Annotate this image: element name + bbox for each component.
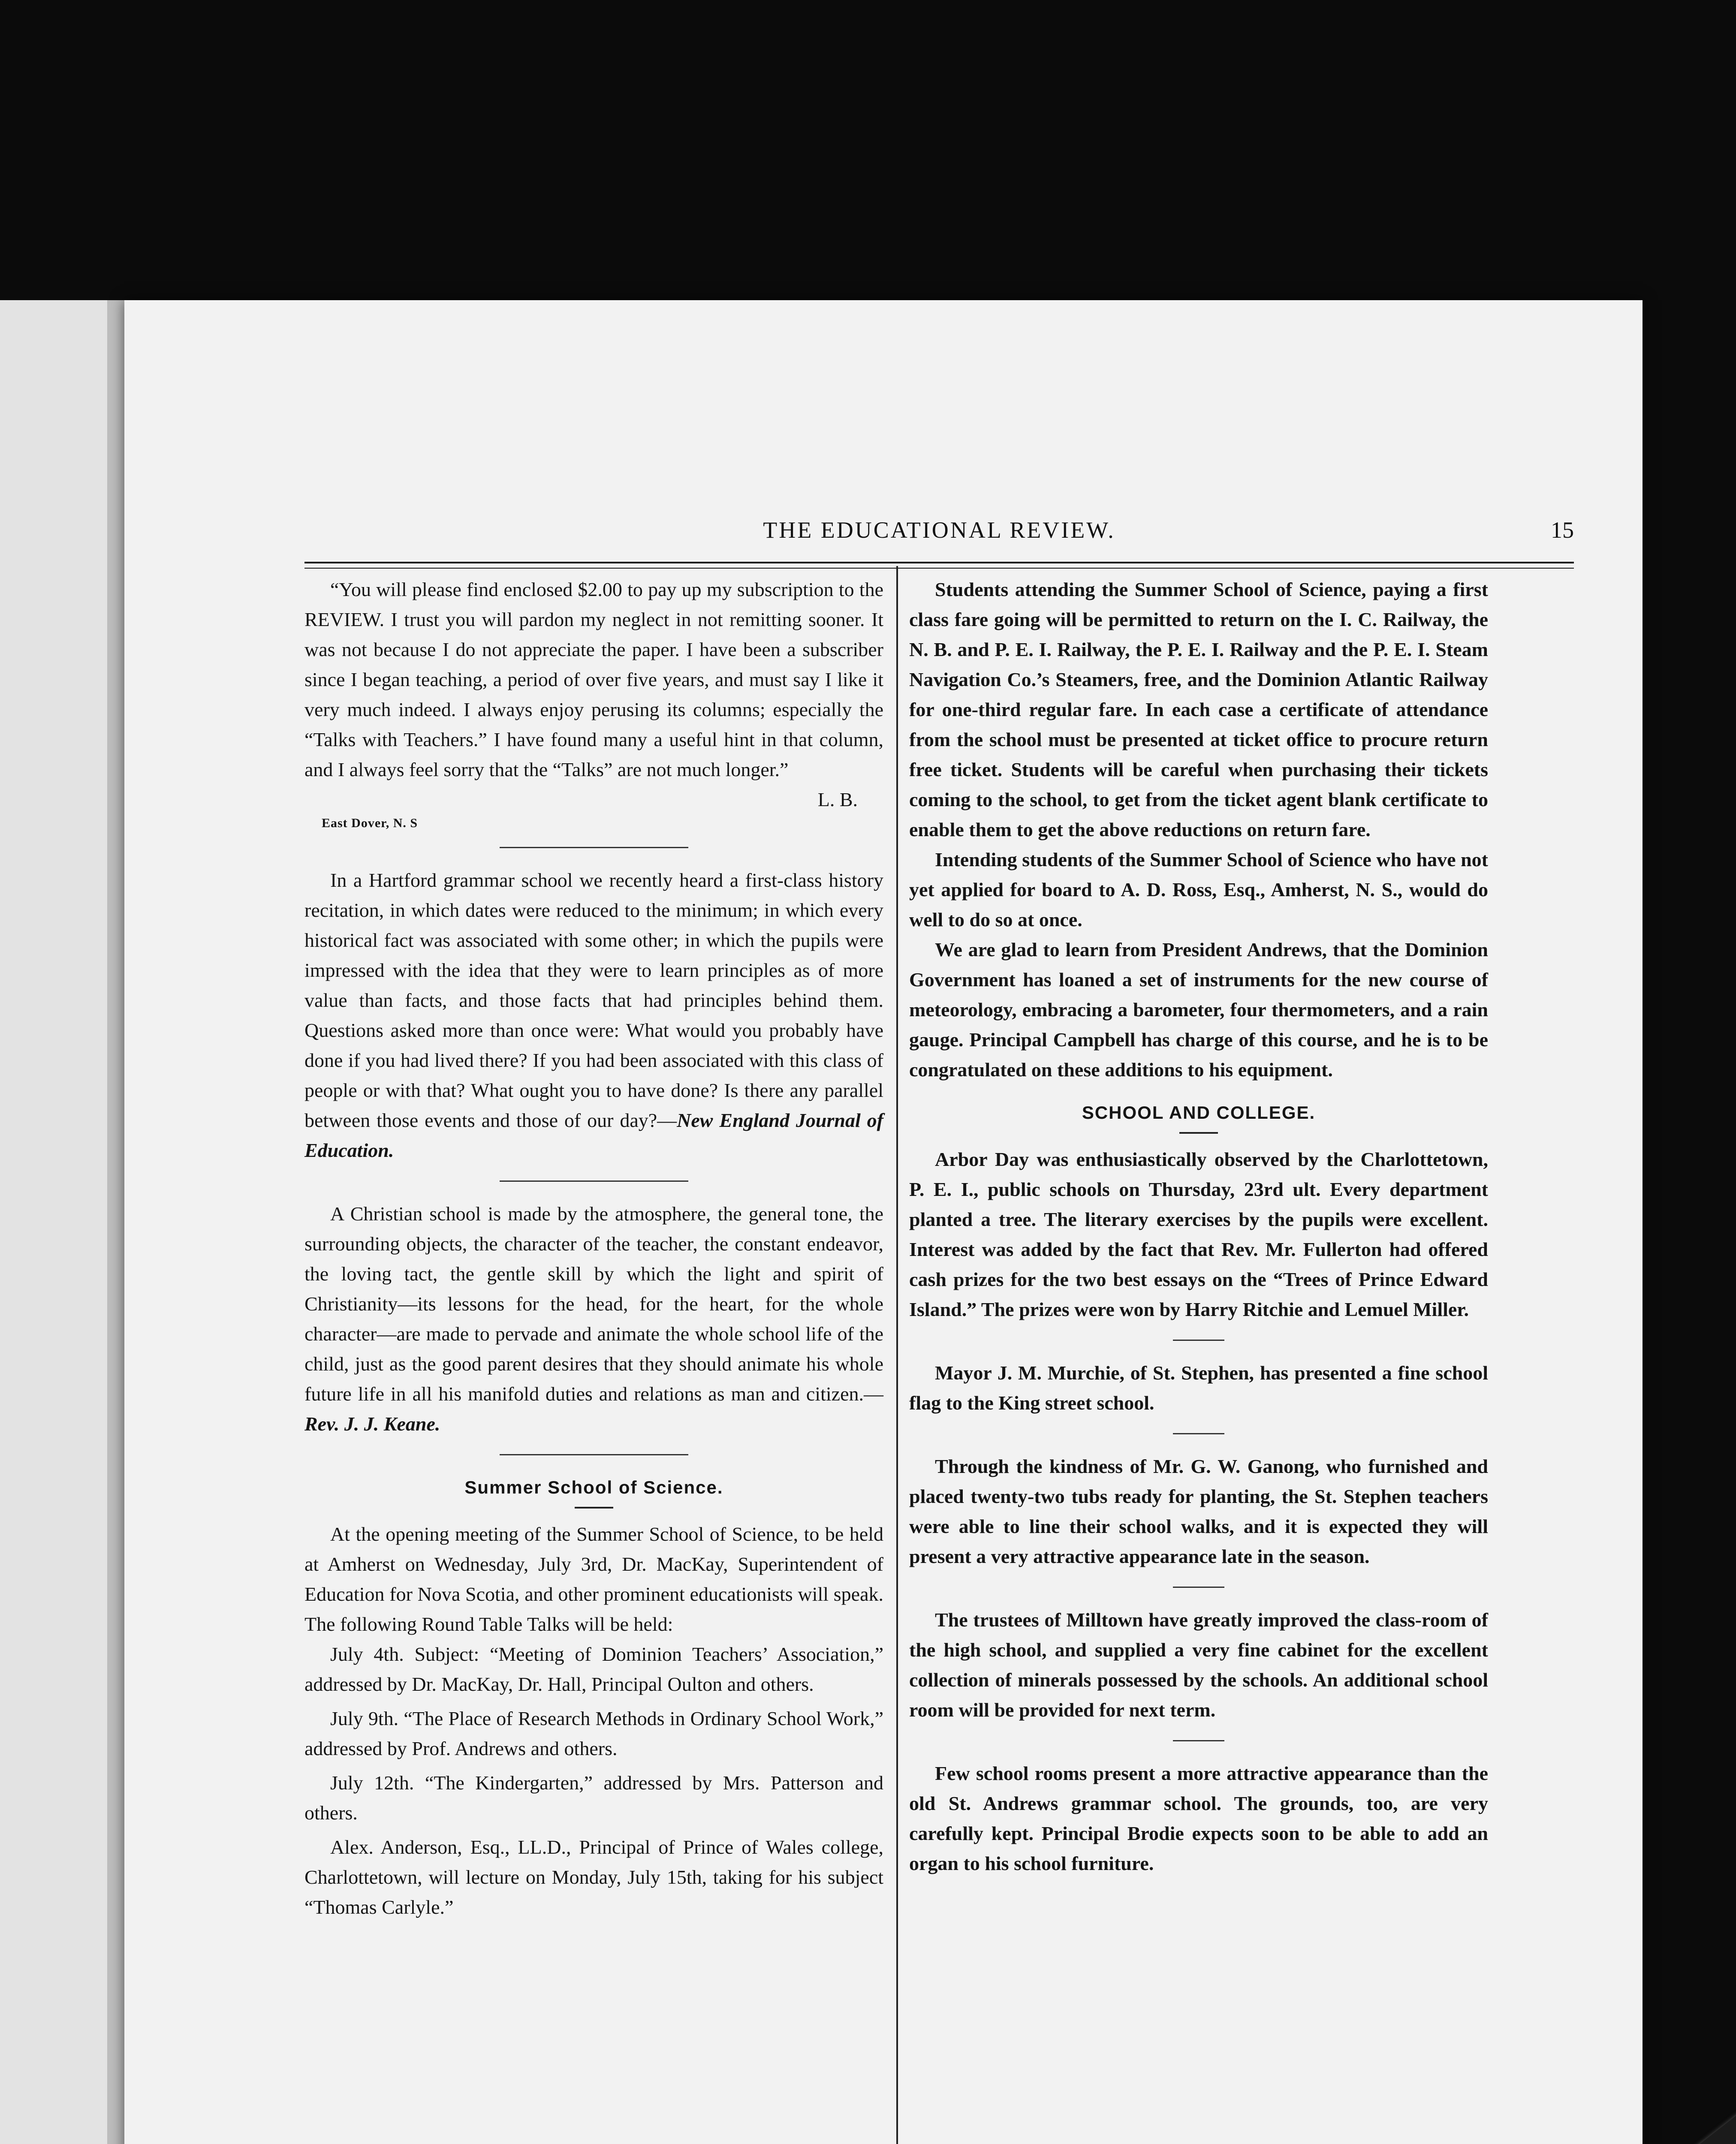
header-rule (304, 562, 1574, 569)
right-column (909, 575, 1488, 1879)
left-column (304, 575, 883, 1927)
separator-rule (500, 847, 688, 848)
students-notice: Students attending the Summer School of Science, paying a first class fare going will be permitted to return on the I. C. Railway, the N. B. and P. E. I. Railway, the P. E. I. Railway and the P. E. I. Steam Navigation Co.’s Steamers, free, and the Dominion Atlantic Railway for one-third regular fare. In each case a certificate of attendance from the school must be presented at ticket office to procure return free ticket. Students will be careful when purchasing their tickets coming to the school, to get from the ticket agent blank certificate to enable them to get the above reductions on return fare. (909, 578, 1488, 840)
christian-source: Rev. J. J. Keane. (304, 1413, 440, 1435)
summer-school-intro: At the opening meeting of the Summer School of Science, to be held at Amherst on Wednesday, July 3rd, Dr. MacKay, Superintendent of Education for Nova Scotia, and other prominent educationists will speak. The following Round Table Talks will be held: (304, 1523, 883, 1635)
round-table-item: July 9th. “The Place of Research Methods in Ordinary School Work,” addressed by Prof. Andrews and others. (304, 1707, 883, 1759)
separator-rule (500, 1454, 688, 1455)
flag-item: Mayor J. M. Murchie, of St. Stephen, has presented a fine school flag to the King street school. (909, 1362, 1488, 1414)
school-and-college-heading: SCHOOL AND COLLEGE. (1082, 1102, 1316, 1123)
heading-underline (575, 1507, 613, 1509)
round-table-item: July 4th. Subject: “Meeting of Dominion Teachers’ Association,” addressed by Dr. MacKay, Dr. Hall, Principal Oulton and others. (304, 1643, 883, 1695)
letter-place: East Dover, N. S (322, 816, 418, 830)
page-header (304, 517, 1574, 555)
christian-text: A Christian school is made by the atmosphere, the general tone, the surrounding objects, the character of the teacher, the constant endeavor, the loving tact, the gentle skill by which the light and spirit of Christianity—its lessons for the head, for the heart, for the whole character—are made to pervade and animate the whole school life of the child, just as the good parent desires that they should animate his whole future life in all his manifold duties and relations as man and citizen.— (304, 1203, 883, 1405)
separator-rule (1173, 1433, 1224, 1434)
lecture-item: Alex. Anderson, Esq., LL.D., Principal of Prince of Wales college, Charlottetown, will lecture on Monday, July 15th, taking for his subject “Thomas Carlyle.” (304, 1836, 883, 1918)
arbor-day-item: Arbor Day was enthusiastically observed by the Charlottetown, P. E. I., public schools on Thursday, 23rd ult. Every department planted a tree. The literary exercises by the pupils were excellent. Interest was added by the fact that Rev. Mr. Fullerton had offered cash prizes for the two best essays on the “Trees of Prince Edward Island.” The prizes were won by Harry Ritchie and Lemuel Miller. (909, 1148, 1488, 1320)
letter-initials: L. B. (817, 789, 858, 810)
tree-planting-item: Through the kindness of Mr. G. W. Ganong, who furnished and placed twenty-two tubs ready for planting, the St. Stephen teachers were able to line their school walks, and it is expected they will present a very attractive appearance late in the season. (909, 1455, 1488, 1567)
heading-underline (1179, 1132, 1218, 1134)
summer-school-heading: Summer School of Science. (464, 1477, 723, 1497)
separator-rule (1173, 1587, 1224, 1588)
christian-school-paragraph (304, 1199, 883, 1439)
meteorology-notice: We are glad to learn from President Andrews, that the Dominion Government has loaned a set of instruments for the new course of meteorology, embracing a barometer, four thermometers, and a rain gauge. Principal Campbell has charge of this course, and he is to be congratulated on these additions to his equipment. (909, 939, 1488, 1081)
hartford-source: New England Journal of Education. (304, 1109, 883, 1161)
journal-title: THE EDUCATIONAL REVIEW. (763, 517, 1115, 543)
hartford-text: In a Hartford grammar school we recently heard a first-class history recitation, in which dates were reduced to the minimum; in which every historical fact was associated with some other; in which the pupils were impressed with the idea that they were to learn principles as of more value than facts, and those facts that had principles behind them. Questions asked more than once were: What would you probably have done if you had lived there? If you had been associated with this class of people or with that? What ought you to have done? Is there any parallel between those events and those of our day?— (304, 869, 883, 1131)
separator-rule (1173, 1340, 1224, 1341)
separator-rule (1173, 1740, 1224, 1741)
milltown-item: The trustees of Milltown have greatly improved the class-room of the high school, and supplied a very fine cabinet for the excellent collection of minerals possessed by the schools. An additional school room will be provided for next term. (909, 1609, 1488, 1721)
page-number: 15 (1551, 517, 1574, 543)
intending-students-notice: Intending students of the Summer School of Science who have not yet applied for board to A. D. Ross, Esq., Amherst, N. S., would do well to do so at once. (909, 849, 1488, 930)
column-divider (896, 566, 898, 2144)
round-table-item: July 12th. “The Kindergarten,” addressed by Mrs. Patterson and others. (304, 1772, 883, 1824)
subscriber-letter: “You will please find enclosed $2.00 to pay up my subscription to the REVIEW. I trust you will pardon my neglect in not remitting sooner. It was not because I do not appreciate the paper. I have been a subscriber since I began teaching, a period of over five years, and must say I like it very much indeed. I always enjoy perusing its columns; especially the “Talks with Teachers.” I have found many a useful hint in that column, and I always feel sorry that the “Talks” are not much longer.” (304, 578, 883, 780)
separator-rule (500, 1180, 688, 1182)
journal-page (124, 300, 1643, 2144)
hartford-paragraph (304, 865, 883, 1165)
st-andrews-item: Few school rooms present a more attractive appearance than the old St. Andrews grammar school. The grounds, too, are very carefully kept. Principal Brodie expects soon to be able to add an organ to his school furniture. (909, 1762, 1488, 1874)
